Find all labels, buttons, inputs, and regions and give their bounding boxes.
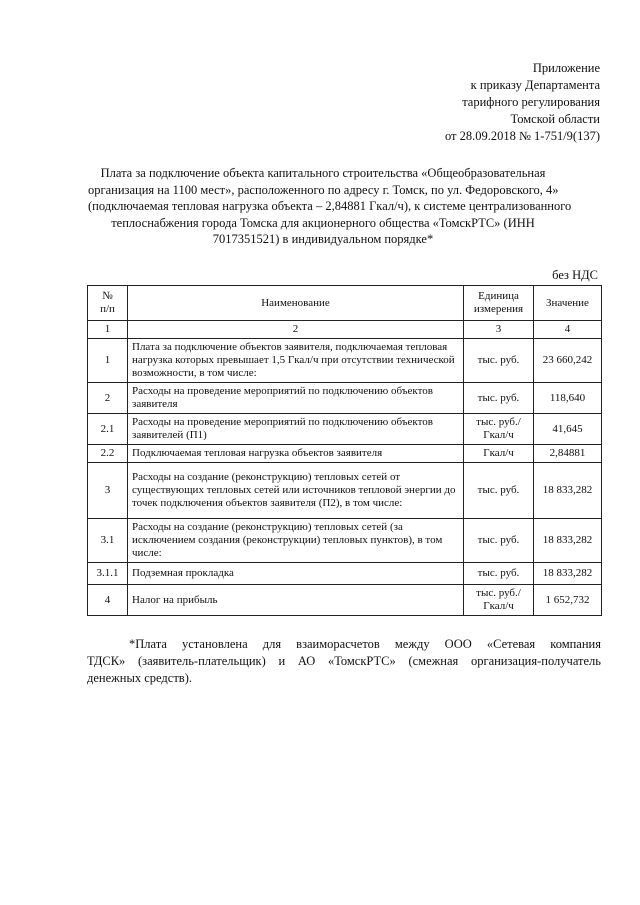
table-row <box>88 563 602 585</box>
index-cell: 2 <box>128 321 464 339</box>
table-row <box>88 445 602 463</box>
cell-num: 1 <box>88 339 128 383</box>
cell-num: 2 <box>88 383 128 414</box>
cell-num: 4 <box>88 585 128 616</box>
cell-name: Плата за подключение объектов заявителя, подключаемая тепловая нагрузка которых превышает 1,5 Гкал/ч при отсутствии технической возможности, в том числе: <box>128 339 464 383</box>
cell-name: Налог на прибыль <box>128 585 464 616</box>
cell-name: Расходы на проведение мероприятий по подключению объектов заявителя <box>128 383 464 414</box>
title-line: Плата за подключение объекта капитального строительства «Общеобразовательная <box>100 166 546 180</box>
cell-name: Расходы на создание (реконструкцию) тепловых сетей (за исключением создания (реконструкции) тепловых пунктов), в том числе: <box>128 519 464 563</box>
index-row <box>88 321 602 339</box>
header-unit-line2: измерения <box>473 303 524 315</box>
cell-value: 18 833,282 <box>534 563 602 585</box>
cell-name: Подземная прокладка <box>128 563 464 585</box>
header-num-line1: № <box>102 290 113 302</box>
cell-unit: тыс. руб. <box>464 563 534 585</box>
cell-value: 2,84881 <box>534 445 602 463</box>
cell-unit: Гкал/ч <box>464 445 534 463</box>
footnote-line: *Плата установлена для взаиморасчетов между ООО «Сетевая компания <box>129 637 601 651</box>
cell-unit: тыс. руб./ Гкал/ч <box>464 414 534 445</box>
cell-value: 41,645 <box>534 414 602 445</box>
fee-table <box>87 285 602 616</box>
appendix-line: Томской области <box>510 112 600 126</box>
cell-name: Расходы на проведение мероприятий по подключению объектов заявителей (П1) <box>128 414 464 445</box>
footnote <box>87 636 601 687</box>
cell-num: 2.1 <box>88 414 128 445</box>
cell-value: 18 833,282 <box>534 519 602 563</box>
table-row <box>88 383 602 414</box>
title-line: организация на 1100 мест», расположенного по адресу г. Томск, по ул. Федоровского, 4» <box>88 182 559 197</box>
cell-name: Подключаемая тепловая нагрузка объектов заявителя <box>128 445 464 463</box>
table-row <box>88 519 602 563</box>
header-value: Значение <box>534 286 602 321</box>
footnote-line: денежных средств). <box>87 671 192 685</box>
title-line: теплоснабжения города Томска для акционерного общества «ТомскРТС» (ИНН <box>111 215 535 230</box>
table-header-row <box>88 286 602 321</box>
cell-unit: тыс. руб. <box>464 519 534 563</box>
cell-num: 3.1.1 <box>88 563 128 585</box>
appendix-line: от 28.09.2018 № 1-751/9(137) <box>444 129 600 143</box>
header-unit <box>464 286 534 321</box>
appendix-line: к приказу Департамента <box>470 78 600 92</box>
index-cell: 1 <box>88 321 128 339</box>
cell-value: 118,640 <box>534 383 602 414</box>
appendix-line: Приложение <box>532 61 600 75</box>
cell-num: 3.1 <box>88 519 128 563</box>
table-row <box>88 463 602 519</box>
cell-unit: тыс. руб./ Гкал/ч <box>464 585 534 616</box>
table-row <box>88 414 602 445</box>
index-cell: 3 <box>464 321 534 339</box>
title-line: (подключаемая тепловая нагрузка объекта – 2,84881 Гкал/ч), к системе централизованного <box>88 199 572 213</box>
cell-num: 2.2 <box>88 445 128 463</box>
title-line: 7017351521) в индивидуальном порядке* <box>212 232 434 246</box>
header-num-line2: п/п <box>100 303 115 315</box>
cell-value: 23 660,242 <box>534 339 602 383</box>
appendix-line: тарифного регулирования <box>462 95 600 109</box>
vat-note: без НДС <box>552 268 598 282</box>
document-title <box>88 165 572 248</box>
cell-name: Расходы на создание (реконструкцию) тепловых сетей от существующих тепловых сетей или источников тепловой энергии до точек подключения объектов заявителя (П2), в том числе: <box>128 463 464 519</box>
cell-num: 3 <box>88 463 128 519</box>
header-num <box>88 286 128 321</box>
header-unit-line1: Единица <box>478 290 519 302</box>
header-name: Наименование <box>128 286 464 321</box>
cell-unit: тыс. руб. <box>464 383 534 414</box>
table-row <box>88 339 602 383</box>
cell-unit: тыс. руб. <box>464 463 534 519</box>
cell-value: 1 652,732 <box>534 585 602 616</box>
appendix-header <box>340 60 600 145</box>
cell-unit: тыс. руб. <box>464 339 534 383</box>
index-cell: 4 <box>534 321 602 339</box>
cell-value: 18 833,282 <box>534 463 602 519</box>
table-row <box>88 585 602 616</box>
footnote-line: ТДСК» (заявитель-плательщик) и АО «ТомскРТС» (смежная организация-получатель <box>87 654 601 668</box>
